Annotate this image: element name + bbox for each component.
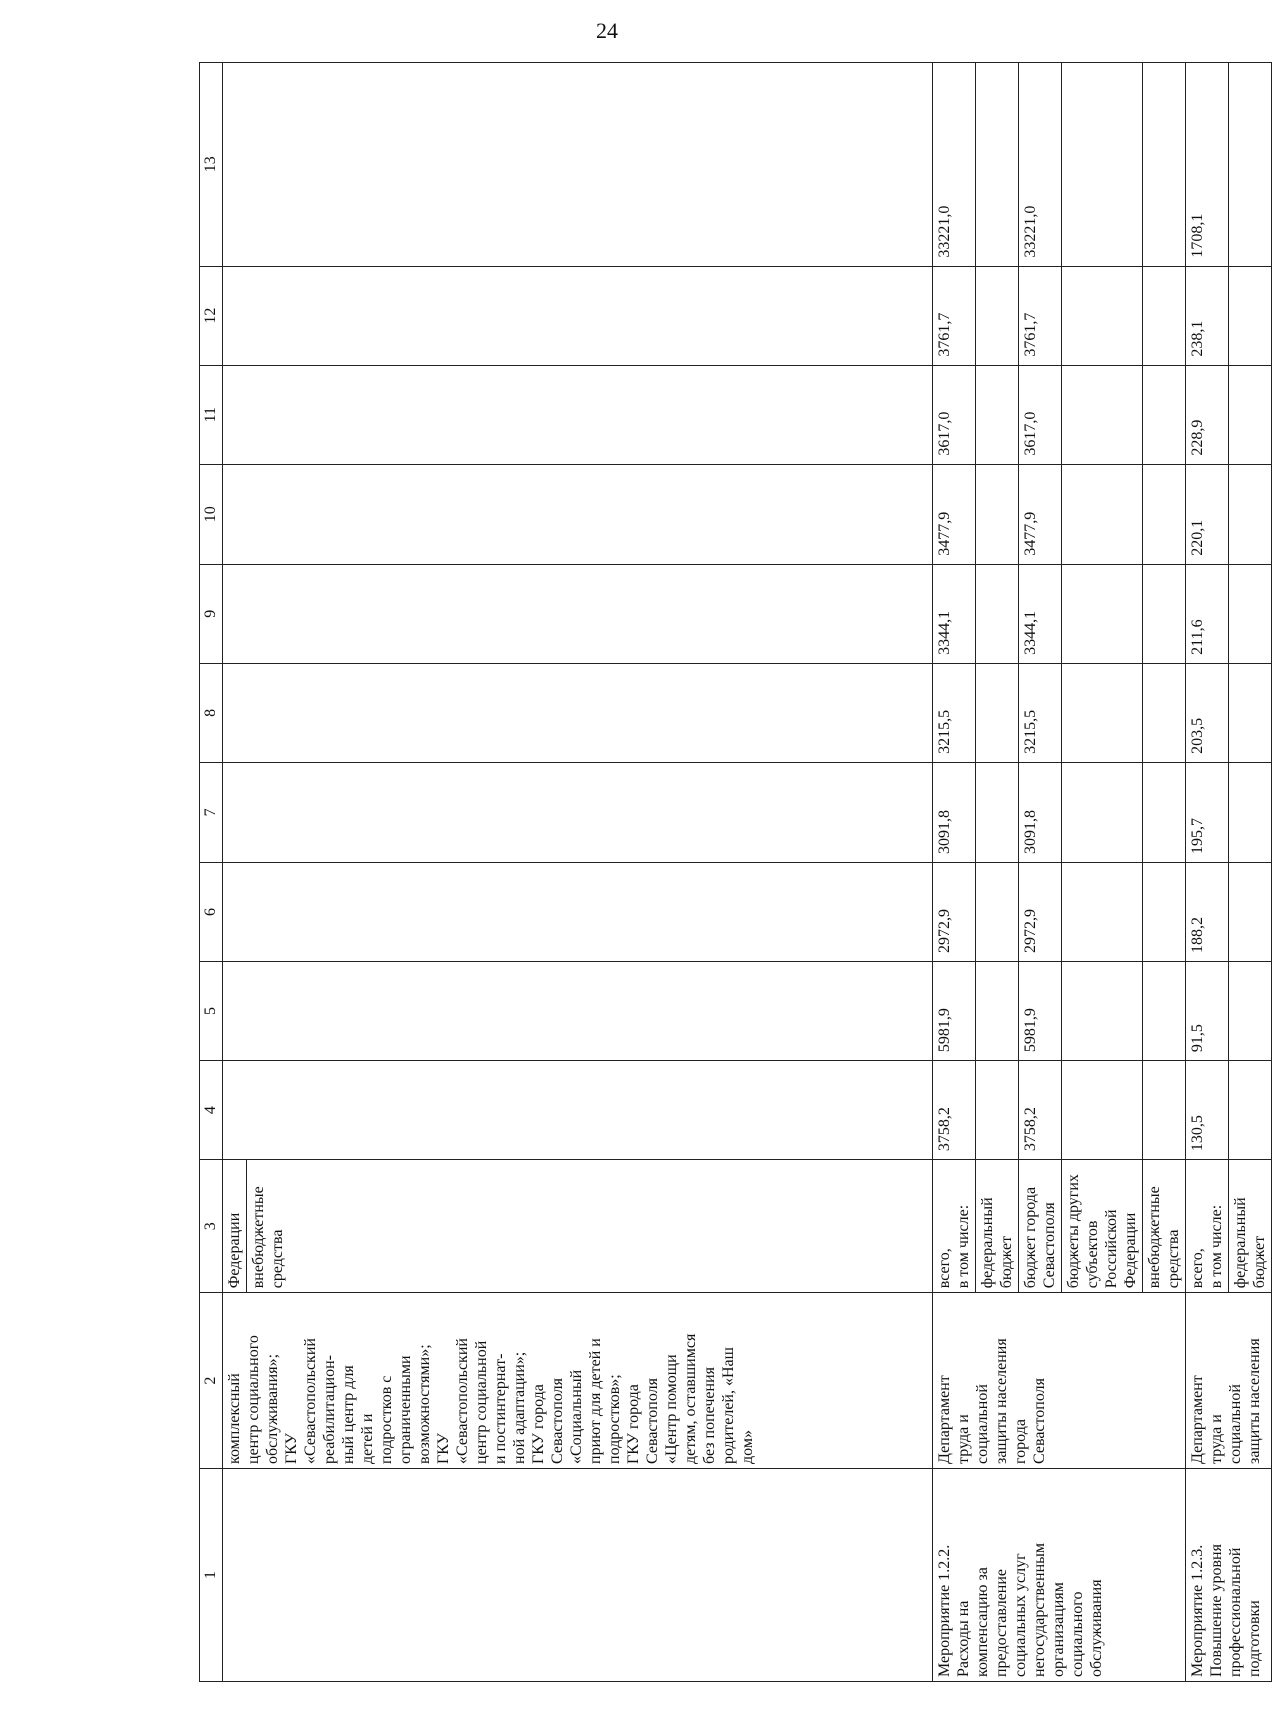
source-cell: [1186, 1160, 1229, 1293]
header-cell: 1: [200, 1468, 223, 1681]
value-cell: [1143, 663, 1186, 762]
text-line: «Севастопольский: [454, 1338, 471, 1464]
text-line: в том числе:: [955, 1204, 972, 1289]
text-line: подготовки: [1246, 1600, 1263, 1677]
value-cell: [976, 266, 1019, 365]
value-cell: [1229, 564, 1272, 663]
value-cell: 2972,9: [933, 862, 976, 961]
value-cell: [1229, 365, 1272, 464]
text-line: Федерации: [226, 1212, 243, 1289]
header-row: [200, 63, 223, 1682]
cont-value-cell: [223, 63, 933, 267]
value-cell: [1062, 862, 1143, 961]
source-federation: [223, 1160, 247, 1292]
value-cell: [976, 663, 1019, 762]
header-cell: 4: [200, 1061, 223, 1160]
value-cell: [1229, 63, 1272, 267]
text-line: без попечения: [701, 1366, 718, 1464]
text-line: Мероприятие 1.2.3.: [1189, 1544, 1206, 1677]
value-cell: [1143, 962, 1186, 1061]
text-line: труда и: [955, 1414, 972, 1464]
value-cell: [1229, 862, 1272, 961]
header-cell: 13: [200, 63, 223, 267]
value-cell: [1062, 464, 1143, 564]
header-cell: 11: [200, 365, 223, 464]
text-line: «Социальный: [568, 1369, 585, 1464]
table-viewport: [199, 62, 1268, 1682]
value-cell: [1143, 1061, 1186, 1160]
value-cell: [1143, 464, 1186, 564]
header-cell: 2: [200, 1293, 223, 1469]
text-line: труда и: [1208, 1414, 1225, 1464]
text-line: бюджет города: [1022, 1186, 1039, 1289]
text-line: социальной: [974, 1384, 991, 1464]
value-cell: 3761,7: [933, 266, 976, 365]
source-extrabudget: [247, 1160, 289, 1292]
text-line: ГКУ города: [530, 1384, 547, 1464]
text-line: ГКУ города: [625, 1384, 642, 1464]
text-line: дом»: [739, 1430, 756, 1464]
value-cell: 3617,0: [933, 365, 976, 464]
value-cell: [1229, 762, 1272, 862]
source-cell: [933, 1160, 976, 1293]
source-cell: [1143, 1160, 1186, 1293]
text-line: негосударственным: [1031, 1542, 1048, 1677]
text-line: Российской: [1103, 1209, 1120, 1289]
text-line: Мероприятие 1.2.2.: [936, 1544, 953, 1677]
value-cell: [1062, 962, 1143, 1061]
value-cell: 3477,9: [933, 464, 976, 564]
budget-table: [199, 62, 1272, 1682]
header-cell: 5: [200, 962, 223, 1061]
text-line: бюджет: [998, 1235, 1015, 1289]
text-line: в том числе:: [1208, 1204, 1225, 1289]
text-line: субъектов: [1084, 1220, 1101, 1289]
text-line: обслуживания»;: [264, 1353, 281, 1464]
cont-value-cell: [223, 464, 933, 564]
table-row-122-total: [933, 63, 976, 1682]
value-cell: 238,1: [1186, 266, 1229, 365]
text-line: профессиональной: [1227, 1547, 1244, 1677]
text-line: ный центр для: [340, 1365, 357, 1464]
value-cell: 130,5: [1186, 1061, 1229, 1160]
text-line: города: [1012, 1419, 1029, 1464]
value-cell: [976, 464, 1019, 564]
value-cell: [1062, 762, 1143, 862]
header-cell: 8: [200, 663, 223, 762]
event-123-name-cell: [1186, 1468, 1272, 1681]
value-cell: 203,5: [1186, 663, 1229, 762]
source-cell: [1229, 1160, 1272, 1293]
text-line: социального: [1069, 1591, 1086, 1677]
value-cell: [976, 365, 1019, 464]
value-cell: [1229, 663, 1272, 762]
text-line: ГКУ: [283, 1433, 300, 1464]
text-line: ограниченными: [397, 1355, 414, 1464]
value-cell: 3758,2: [933, 1061, 976, 1160]
text-line: приют для детей и: [587, 1338, 604, 1464]
cont-value-cell: [223, 862, 933, 961]
header-cell: 12: [200, 266, 223, 365]
value-cell: 3617,0: [1019, 365, 1062, 464]
text-line: бюджеты других: [1065, 1174, 1082, 1289]
value-cell: [1229, 962, 1272, 1061]
source-cell: [1019, 1160, 1062, 1293]
cont-source-cell: [223, 1160, 933, 1293]
value-cell: [1229, 1061, 1272, 1160]
value-cell: 3477,9: [1019, 464, 1062, 564]
value-cell: [1143, 266, 1186, 365]
cont-executor-cell: [223, 1293, 933, 1469]
text-line: защиты населения: [993, 1338, 1010, 1464]
text-line: Расходы на: [955, 1600, 972, 1677]
value-cell: 91,5: [1186, 962, 1229, 1061]
cont-value-cell: [223, 266, 933, 365]
event-123-executor-cell: [1186, 1293, 1272, 1469]
text-line: предоставление: [993, 1568, 1010, 1677]
text-line: Севастополя: [644, 1377, 661, 1464]
value-cell: 5981,9: [933, 962, 976, 1061]
value-cell: 3215,5: [1019, 663, 1062, 762]
page-number: 24: [596, 18, 618, 43]
text-line: бюджет: [1251, 1235, 1268, 1289]
cont-value-cell: [223, 1061, 933, 1160]
value-cell: 195,7: [1186, 762, 1229, 862]
value-cell: [1229, 464, 1272, 564]
text-line: ГКУ: [435, 1433, 452, 1464]
text-line: центр социальной: [473, 1340, 490, 1464]
text-line: средства: [1165, 1229, 1182, 1289]
value-cell: [1143, 365, 1186, 464]
value-cell: 3215,5: [933, 663, 976, 762]
value-cell: 3091,8: [1019, 762, 1062, 862]
value-cell: 3091,8: [933, 762, 976, 862]
value-cell: 3344,1: [933, 564, 976, 663]
value-cell: 3761,7: [1019, 266, 1062, 365]
text-line: Повышение уровня: [1208, 1544, 1225, 1677]
header-cell: 3: [200, 1160, 223, 1293]
value-cell: [1143, 63, 1186, 267]
text-line: и постинтернат-: [492, 1353, 509, 1464]
value-cell: 3344,1: [1019, 564, 1062, 663]
text-line: федеральный: [979, 1197, 996, 1289]
text-line: подростков»;: [606, 1374, 623, 1464]
table-row-123-total: [1186, 63, 1229, 1682]
text-line: родителей, «Наш: [720, 1347, 737, 1464]
value-cell: [976, 762, 1019, 862]
cont-value-cell: [223, 663, 933, 762]
text-line: центр социального: [245, 1335, 262, 1464]
text-line: детям, оставшимся: [682, 1333, 699, 1464]
table-row-continuation: [223, 63, 933, 1682]
cont-value-cell: [223, 962, 933, 1061]
text-line: организациям: [1050, 1582, 1067, 1677]
header-cell: 6: [200, 862, 223, 961]
source-cell: [1062, 1160, 1143, 1293]
value-cell: [1062, 564, 1143, 663]
cont-value-cell: [223, 564, 933, 663]
value-cell: 220,1: [1186, 464, 1229, 564]
header-cell: 9: [200, 564, 223, 663]
text-line: всего,: [1189, 1248, 1206, 1289]
value-cell: [1143, 564, 1186, 663]
text-line: Севастополя: [1031, 1377, 1048, 1464]
text-line: федеральный: [1232, 1197, 1249, 1289]
value-cell: [1062, 365, 1143, 464]
value-cell: [1143, 862, 1186, 961]
text-line: внебюджетные: [1146, 1186, 1163, 1289]
value-cell: 1708,1: [1186, 63, 1229, 267]
value-cell: 228,9: [1186, 365, 1229, 464]
text-line: Федерации: [1122, 1212, 1139, 1289]
event-122-executor-cell: [933, 1293, 1186, 1469]
value-cell: 188,2: [1186, 862, 1229, 961]
text-line: комплексный: [226, 1373, 243, 1464]
text-line: обслуживания: [1088, 1579, 1105, 1677]
text-line: детей и: [359, 1413, 376, 1464]
text-line: социальных услуг: [1012, 1553, 1029, 1677]
text-line: Севастополя: [549, 1377, 566, 1464]
value-cell: [976, 564, 1019, 663]
text-line: внебюджетные: [250, 1186, 267, 1289]
text-line: Севастополя: [1041, 1202, 1058, 1289]
cont-value-cell: [223, 762, 933, 862]
value-cell: 33221,0: [933, 63, 976, 267]
value-cell: [976, 962, 1019, 1061]
text-line: Департамент: [936, 1375, 953, 1464]
value-cell: [1062, 1061, 1143, 1160]
value-cell: 211,6: [1186, 564, 1229, 663]
value-cell: [976, 1061, 1019, 1160]
value-cell: [1062, 63, 1143, 267]
text-line: социальной: [1227, 1384, 1244, 1464]
value-cell: [976, 63, 1019, 267]
text-line: средства: [269, 1229, 286, 1289]
value-cell: 2972,9: [1019, 862, 1062, 961]
value-cell: 3758,2: [1019, 1061, 1062, 1160]
value-cell: [1229, 266, 1272, 365]
text-line: компенсацию за: [974, 1567, 991, 1677]
header-cell: 7: [200, 762, 223, 862]
value-cell: [1062, 663, 1143, 762]
text-line: «Севастопольский: [302, 1338, 319, 1464]
text-line: Департамент: [1189, 1375, 1206, 1464]
value-cell: [1143, 762, 1186, 862]
text-line: защиты населения: [1246, 1338, 1263, 1464]
rotated-table-wrapper: [199, 62, 1268, 1682]
text-line: реабилитацион-: [321, 1355, 338, 1464]
text-line: подростков с: [378, 1375, 395, 1464]
header-cell: 10: [200, 464, 223, 564]
text-line: ной адаптации»;: [511, 1351, 528, 1464]
value-cell: 33221,0: [1019, 63, 1062, 267]
event-122-name-cell: [933, 1468, 1186, 1681]
value-cell: [976, 862, 1019, 961]
value-cell: [1062, 266, 1143, 365]
text-line: «Центр помощи: [663, 1354, 680, 1464]
source-cell: [976, 1160, 1019, 1293]
text-line: всего,: [936, 1248, 953, 1289]
value-cell: 5981,9: [1019, 962, 1062, 1061]
cont-value-cell: [223, 365, 933, 464]
cont-name-cell: [223, 1468, 933, 1681]
text-line: возможностями»;: [416, 1344, 433, 1464]
